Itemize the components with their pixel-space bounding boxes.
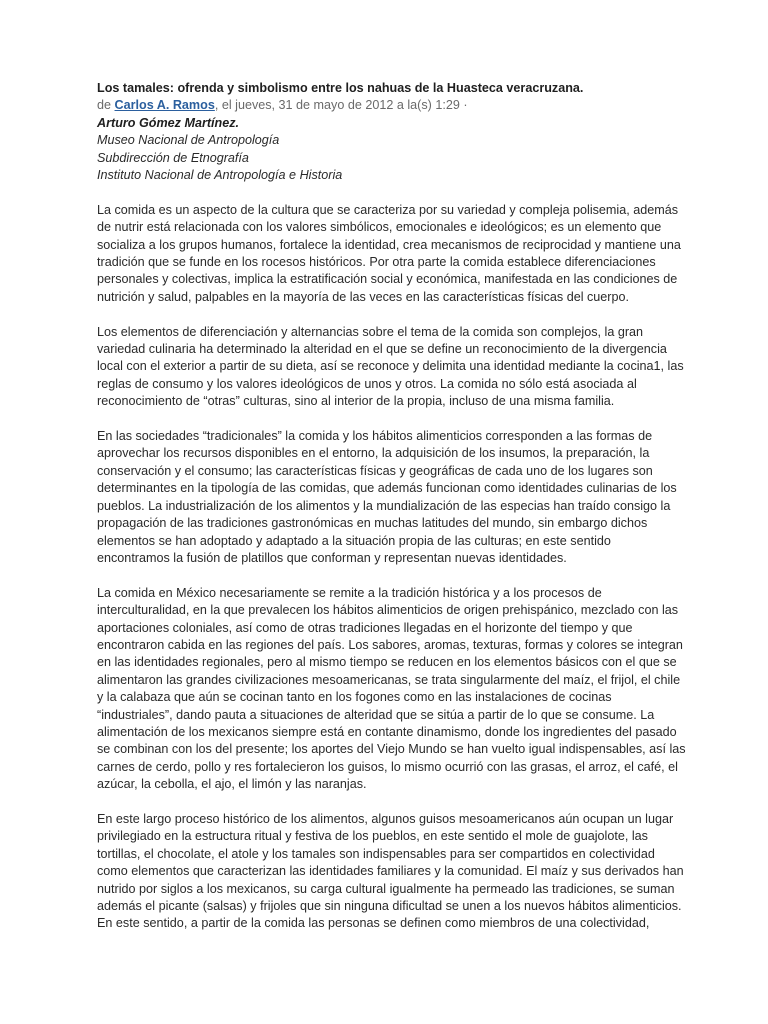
- author-name: Arturo Gómez Martínez.: [97, 115, 240, 130]
- paragraph-5: En este largo proceso histórico de los alimentos, algunos guisos mesoamericanos aún ocupan un lugar privilegiado en la estructura ritual y festiva de los pueblos, en este sentido el mole de guajolote, las tortillas, el chocolate, el atole y los tamales son indispensables para ser compartidos en colectividad como elementos que caracterizan las identidades familiares y la comunidad. El maíz y sus derivados han nutrido por siglos a los mexicanos, su carga cultural igualmente ha permeado las tradiciones, se suman además el picante (salsas) y frijoles que sin ninguna dificultad se unen a los nuevos hábitos alimenticios. En este sentido, a partir de la comida las personas se definen como miembros de una colectividad,: [97, 811, 684, 931]
- article-byline: [97, 97, 687, 114]
- paragraph-1: La comida es un aspecto de la cultura que se caracteriza por su variedad y compleja polisemia, además de nutrir está relacionada con los valores simbólicos, emocionales e ideológicos; es un elemento que socializa a los grupos humanos, fortalece la identidad, crea mecanismos de reciprocidad y mantiene una tradición que se funde en los rocesos históricos. Por otra parte la comida establece diferenciaciones personales y colectivas, implica la estratificación social y económica, manifestada en las condiciones de nutrición y salud, palpables en la mayoría de las veces en las características físicas del cuerpo.: [97, 202, 681, 304]
- paragraph-2: Los elementos de diferenciación y alternancias sobre el tema de la comida son complejos, la gran variedad culinaria ha determinado la alteridad en el que se define un reconocimiento de la divergencia local con el exterior a partir de su dieta, así se reconoce y delimita una identidad mediante la cocina1, las reglas de consumo y los valores ideológicos de unos y otros. La comida no sólo está asociada al reconocimiento de “otras” culturas, sino al interior de la propia, incluso de una misma familia.: [97, 324, 684, 409]
- byline-prefix: de: [97, 98, 115, 113]
- affiliation-institute: Instituto Nacional de Antropología e Historia: [97, 168, 343, 183]
- article-content: [97, 80, 687, 933]
- author-link[interactable]: Carlos A. Ramos: [114, 98, 215, 113]
- affiliation-subdirection: Subdirección de Etnografía: [97, 150, 249, 165]
- article-title: Los tamales: ofrenda y simbolismo entre los nahuas de la Huasteca veracruzana.: [97, 81, 584, 95]
- byline-date: , el jueves, 31 de mayo de 2012 a la(s) 1:29 ·: [214, 98, 468, 113]
- paragraph-4: La comida en México necesariamente se remite a la tradición histórica y a los procesos de interculturalidad, en la que prevalecen los hábitos alimenticios de origen prehispánico, mezclado con las aportaciones coloniales, así como de otras tradiciones llegadas en el horizonte del tiempo y que encontraron cabida en las regiones del país. Los sabores, aromas, texturas, formas y colores se integran en las identidades regionales, pero al mismo tiempo se reducen en los elementos básicos con el que se alimentaron las grandes civilizaciones mesoamericanas, se trata singularmente del maíz, el frijol, el chile y la calabaza que aún se cocinan tanto en los fogones como en las instalaciones de cocinas “industriales”, dando pauta a situaciones de alteridad que se sitúa a partir de lo que se consume. La alimentación de los mexicanos siempre está en contante dinamismo, donde los ingredientes del pasado se combinan con los del presente; los aportes del Viejo Mundo se han vuelto igual indispensables, así las carnes de cerdo, pollo y res fortalecieron los guisos, lo mismo ocurrió con las grasas, el arroz, el café, el azúcar, la cebolla, el ajo, el limón y las naranjas.: [97, 585, 686, 792]
- affiliation-museum: Museo Nacional de Antropología: [97, 133, 280, 148]
- paragraph-3: En las sociedades “tradicionales” la comida y los hábitos alimenticios corresponden a las formas de aprovechar los recursos disponibles en el entorno, la adquisición de los insumos, la preparación, la conservación y el consumo; las características físicas y geográficas de cada uno de los lugares son determinantes en la tipología de las comidas, que además funcionan como identidades culinarias de los pueblos. La industrialización de los alimentos y la mundialización de las especias han traído consigo la propagación de las tradiciones gastronómicas en muchas latitudes del mundo, sin embargo dichos elementos se han adoptado y adaptado a la situación propia de las culturas; en este sentido encontramos la fusión de platillos que conforman y representan nuevas identidades.: [97, 429, 677, 565]
